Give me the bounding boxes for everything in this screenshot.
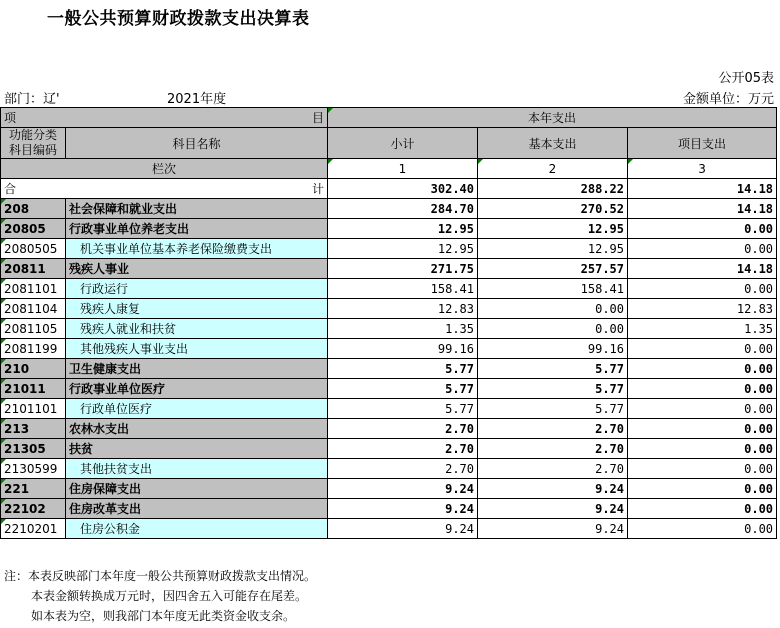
row-subtotal: 9.24 [328, 519, 478, 539]
row-basic: 12.95 [478, 219, 628, 239]
row-name: 残疾人康复 [66, 299, 328, 319]
total-project: 14.18 [628, 179, 777, 199]
row-subtotal: 12.95 [328, 239, 478, 259]
header-code: 功能分类 科目编码 [1, 128, 66, 159]
row-project: 14.18 [628, 259, 777, 279]
row-project: 0.00 [628, 519, 777, 539]
total-label [1, 179, 328, 199]
header-basic: 基本支出 [478, 128, 628, 159]
row-project: 0.00 [628, 359, 777, 379]
row-basic: 2.70 [478, 459, 628, 479]
row-subtotal: 2.70 [328, 439, 478, 459]
row-code: 20805 [1, 219, 66, 239]
row-code: 2081199 [1, 339, 66, 359]
table-row [1, 459, 777, 479]
amount-unit: 金额单位：万元 [682, 92, 774, 107]
row-project: 0.00 [628, 279, 777, 299]
row-project: 0.00 [628, 399, 777, 419]
row-code: 213 [1, 419, 66, 439]
row-project: 0.00 [628, 439, 777, 459]
row-name: 行政运行 [66, 279, 328, 299]
header-current-year: 本年支出 [328, 108, 777, 128]
header-row-columns [1, 128, 777, 159]
row-name: 行政事业单位医疗 [66, 379, 328, 399]
row-basic: 0.00 [478, 319, 628, 339]
row-code: 2081101 [1, 279, 66, 299]
row-name: 社会保障和就业支出 [66, 199, 328, 219]
notes [4, 566, 316, 626]
table-row [1, 339, 777, 359]
header-index-1: 1 [328, 159, 478, 179]
row-code: 2130599 [1, 459, 66, 479]
row-code: 2081105 [1, 319, 66, 339]
header-subtotal: 小计 [328, 128, 478, 159]
row-basic: 9.24 [478, 519, 628, 539]
note-1: 注：本表反映部门本年度一般公共预算财政拨款支出情况。 [4, 569, 317, 583]
expenditure-table [0, 107, 777, 539]
total-ji: 计 [311, 182, 324, 196]
row-basic: 9.24 [478, 479, 628, 499]
row-subtotal: 5.77 [328, 379, 478, 399]
table-row [1, 199, 777, 219]
page-title: 一般公共预算财政拨款支出决算表 [47, 9, 310, 29]
row-name: 机关事业单位基本养老保险缴费支出 [66, 239, 328, 259]
row-project: 0.00 [628, 219, 777, 239]
table-row [1, 479, 777, 499]
row-name: 农林水支出 [66, 419, 328, 439]
row-basic: 2.70 [478, 419, 628, 439]
table-row [1, 239, 777, 259]
row-basic: 2.70 [478, 439, 628, 459]
table-row [1, 319, 777, 339]
row-project: 0.00 [628, 239, 777, 259]
row-name: 残疾人事业 [66, 259, 328, 279]
row-subtotal: 12.83 [328, 299, 478, 319]
row-project: 0.00 [628, 459, 777, 479]
row-code: 22102 [1, 499, 66, 519]
header-project: 项目支出 [628, 128, 777, 159]
row-basic: 99.16 [478, 339, 628, 359]
header-xiang: 项 [4, 111, 17, 125]
table-row [1, 399, 777, 419]
row-name: 住房改革支出 [66, 499, 328, 519]
row-name: 行政单位医疗 [66, 399, 328, 419]
row-name: 卫生健康支出 [66, 359, 328, 379]
row-subtotal: 2.70 [328, 459, 478, 479]
table-row [1, 259, 777, 279]
row-project: 0.00 [628, 419, 777, 439]
row-subtotal: 2.70 [328, 419, 478, 439]
row-project: 0.00 [628, 339, 777, 359]
total-he: 合 [4, 182, 17, 196]
row-subtotal: 9.24 [328, 499, 478, 519]
row-project: 1.35 [628, 319, 777, 339]
row-code: 2101101 [1, 399, 66, 419]
table-row [1, 219, 777, 239]
header-row-top [1, 108, 777, 128]
row-basic: 0.00 [478, 299, 628, 319]
total-basic: 288.22 [478, 179, 628, 199]
header-mu: 目 [311, 111, 324, 125]
header-lanci: 栏次 [1, 159, 328, 179]
row-basic: 257.57 [478, 259, 628, 279]
row-basic: 270.52 [478, 199, 628, 219]
row-project: 14.18 [628, 199, 777, 219]
row-basic: 5.77 [478, 399, 628, 419]
row-project: 0.00 [628, 379, 777, 399]
row-code: 208 [1, 199, 66, 219]
row-project: 0.00 [628, 479, 777, 499]
row-subtotal: 284.70 [328, 199, 478, 219]
table-row [1, 299, 777, 319]
row-name: 残疾人就业和扶贫 [66, 319, 328, 339]
row-name: 其他扶贫支出 [66, 459, 328, 479]
row-basic: 12.95 [478, 239, 628, 259]
row-subtotal: 5.77 [328, 359, 478, 379]
total-row [1, 179, 777, 199]
table-row [1, 439, 777, 459]
row-name: 住房保障支出 [66, 479, 328, 499]
row-code: 2081104 [1, 299, 66, 319]
header-name: 科目名称 [66, 128, 328, 159]
row-subtotal: 12.95 [328, 219, 478, 239]
row-code: 221 [1, 479, 66, 499]
total-subtotal: 302.40 [328, 179, 478, 199]
row-code: 20811 [1, 259, 66, 279]
row-subtotal: 271.75 [328, 259, 478, 279]
fiscal-year: 2021年度 [167, 92, 227, 107]
row-code: 21305 [1, 439, 66, 459]
department-label: 部门：辽' [4, 92, 60, 107]
row-basic: 5.77 [478, 379, 628, 399]
row-project: 12.83 [628, 299, 777, 319]
row-code: 21011 [1, 379, 66, 399]
table-row [1, 419, 777, 439]
row-subtotal: 158.41 [328, 279, 478, 299]
note-2: 本表金额转换成万元时，因四舍五入可能存在尾差。 [31, 589, 308, 603]
row-code: 2210201 [1, 519, 66, 539]
row-project: 0.00 [628, 499, 777, 519]
row-code: 210 [1, 359, 66, 379]
row-name: 住房公积金 [66, 519, 328, 539]
header-index-2: 2 [478, 159, 628, 179]
row-name: 行政事业单位养老支出 [66, 219, 328, 239]
table-row [1, 379, 777, 399]
row-subtotal: 5.77 [328, 399, 478, 419]
header-row-index [1, 159, 777, 179]
row-code: 2080505 [1, 239, 66, 259]
row-subtotal: 99.16 [328, 339, 478, 359]
header-index-3: 3 [628, 159, 777, 179]
note-3: 如本表为空，则我部门本年度无此类资金收支余。 [31, 609, 296, 623]
row-basic: 5.77 [478, 359, 628, 379]
row-subtotal: 1.35 [328, 319, 478, 339]
form-number: 公开05表 [718, 71, 774, 86]
row-subtotal: 9.24 [328, 479, 478, 499]
table-row [1, 499, 777, 519]
row-name: 其他残疾人事业支出 [66, 339, 328, 359]
row-basic: 158.41 [478, 279, 628, 299]
header-xiangmu [1, 108, 328, 128]
row-basic: 9.24 [478, 499, 628, 519]
table-row [1, 519, 777, 539]
row-name: 扶贫 [66, 439, 328, 459]
table-row [1, 359, 777, 379]
table-row [1, 279, 777, 299]
